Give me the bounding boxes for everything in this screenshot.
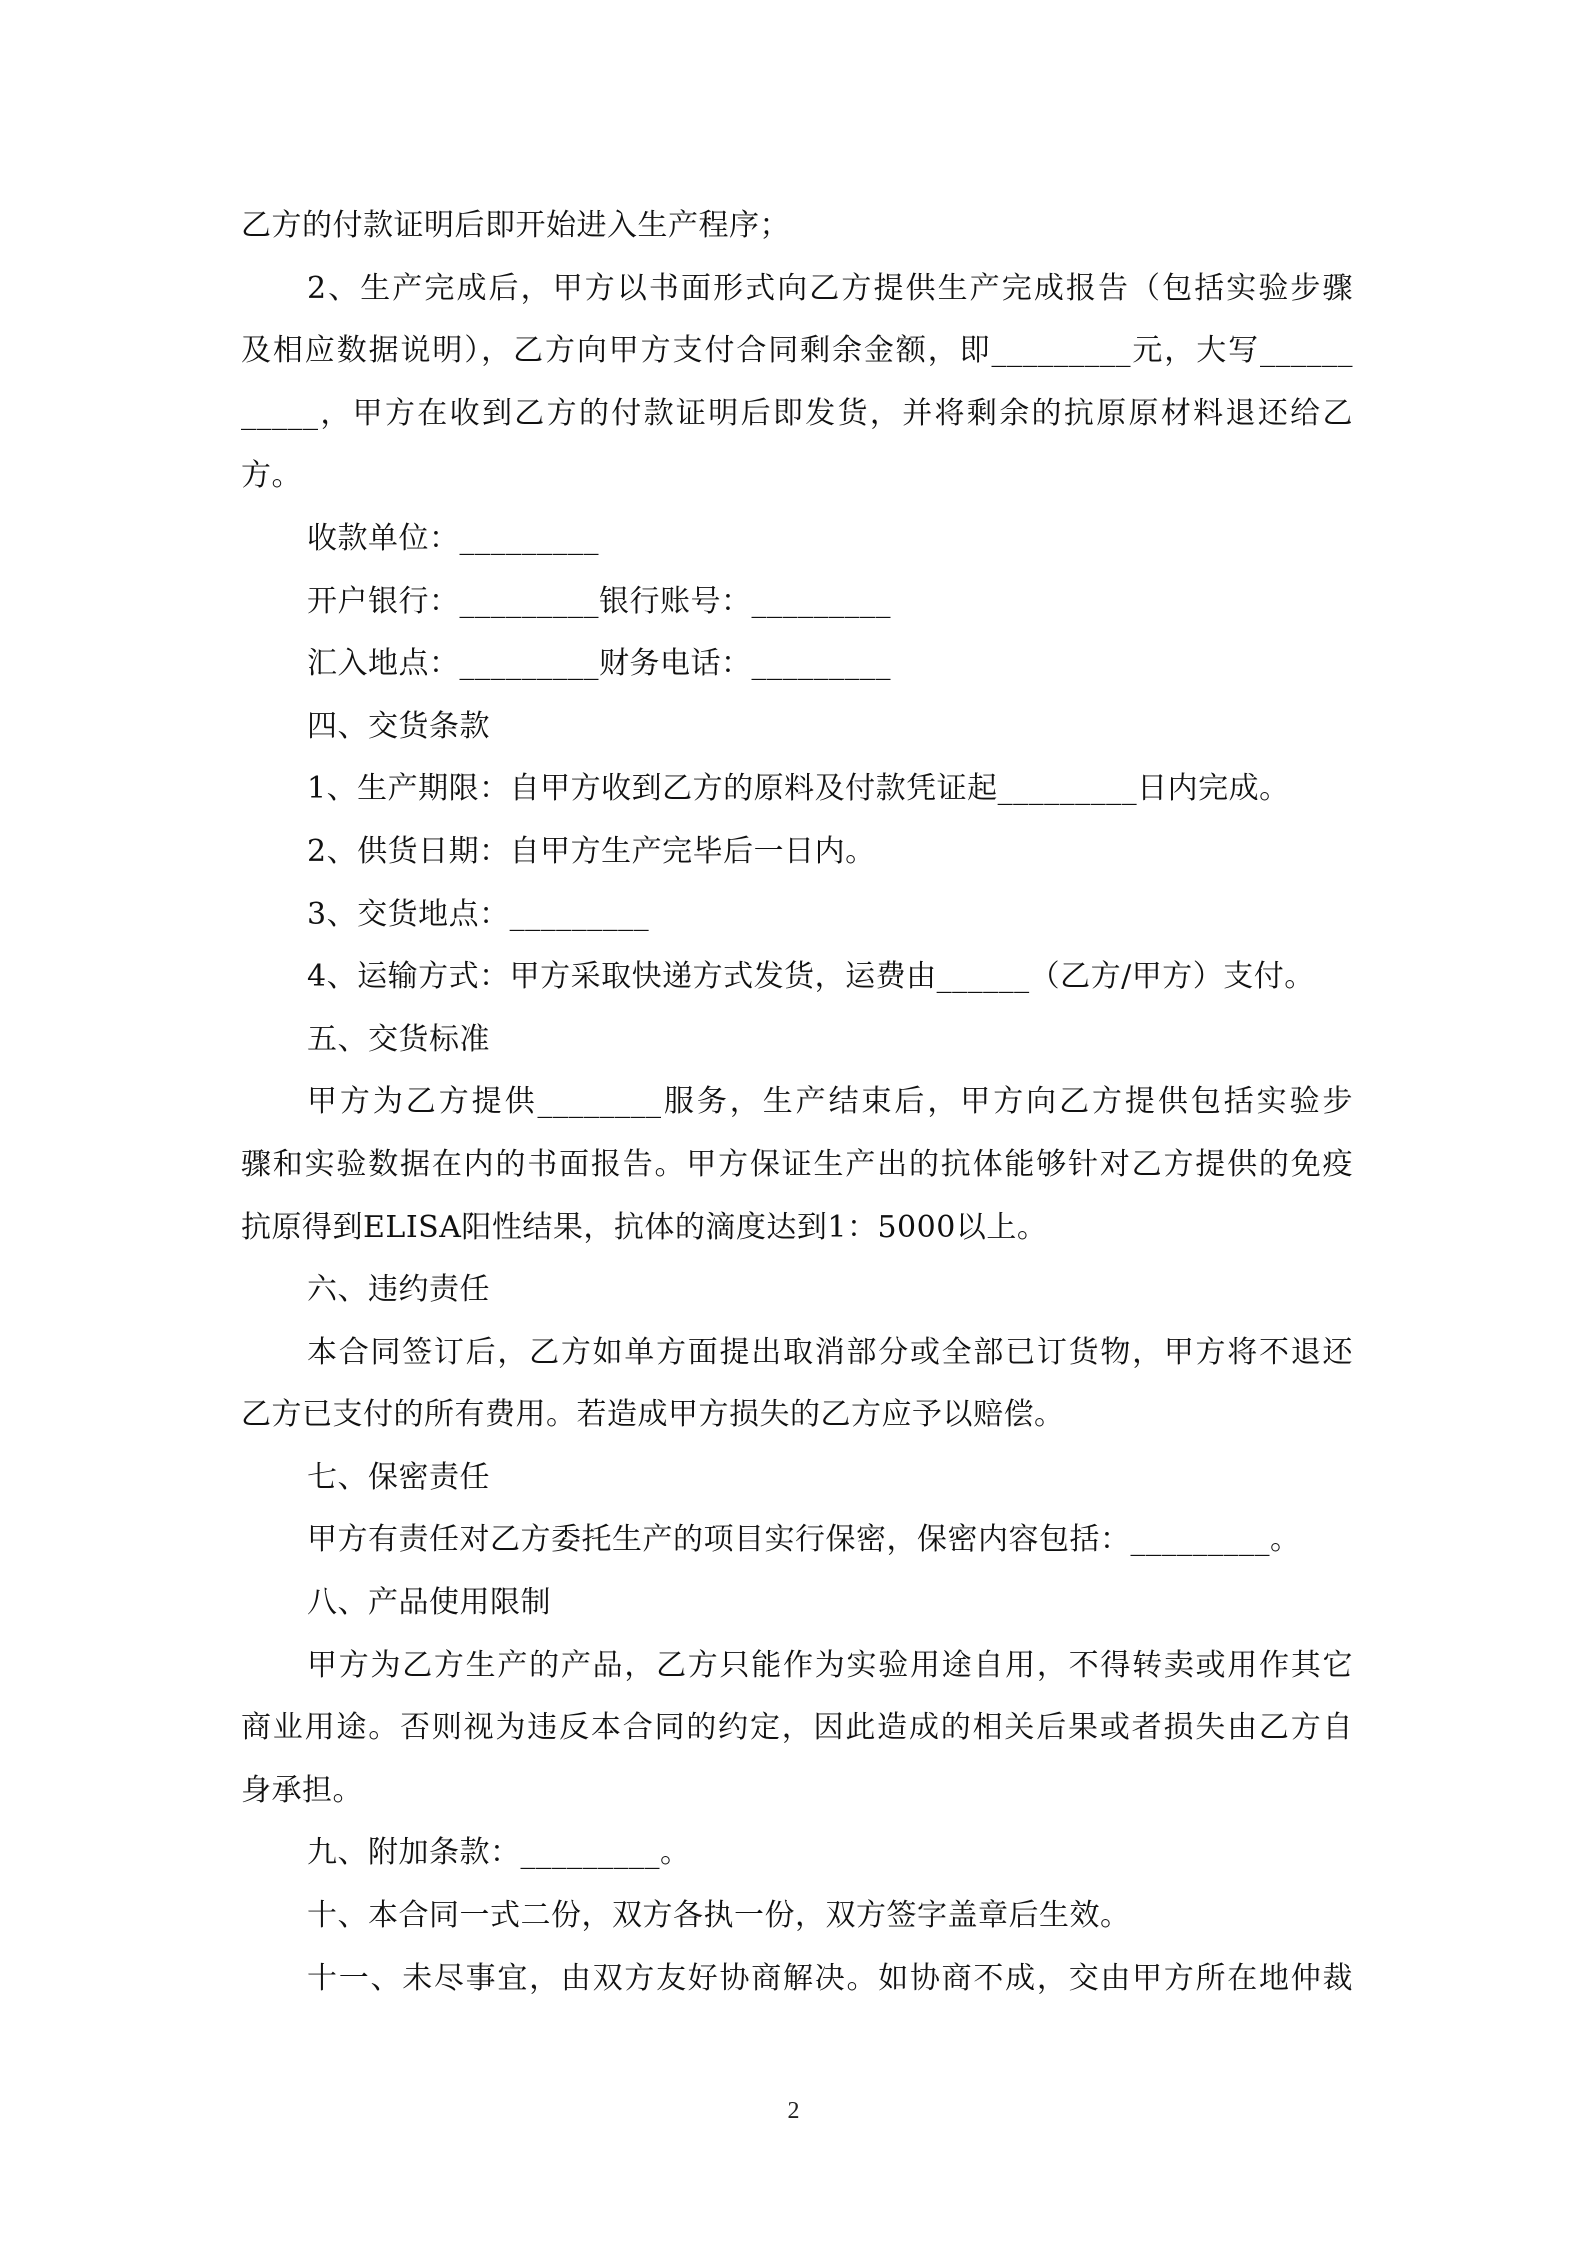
text-line: 身承担。	[241, 1772, 363, 1808]
text-line: 十、本合同一式二份，双方各执一份，双方签字盖章后生效。	[307, 1898, 1131, 1934]
text-line: 抗原得到ELISA阳性结果，抗体的滴度达到1：5000以上。	[241, 1209, 1048, 1245]
text-line: 开户银行：_________银行账号：_________	[307, 583, 891, 619]
text-line: _____，甲方在收到乙方的付款证明后即发货，并将剩余的抗原原材料退还给乙	[241, 395, 1353, 431]
text-line: 九、附加条款：_________。	[307, 1835, 691, 1871]
text-line: 乙方已支付的所有费用。若造成甲方损失的乙方应予以赔偿。	[241, 1397, 1065, 1433]
text-line: 4、运输方式：甲方采取快递方式发货，运费由______（乙方/甲方）支付。	[307, 959, 1315, 995]
text-line: 2、生产完成后，甲方以书面形式向乙方提供生产完成报告（包括实验步骤	[307, 270, 1353, 306]
text-line: 甲方为乙方生产的产品，乙方只能作为实验用途自用，不得转卖或用作其它	[307, 1647, 1353, 1683]
text-line: 八、产品使用限制	[307, 1585, 551, 1621]
text-line: 五、交货标准	[307, 1021, 490, 1057]
text-line: 本合同签订后，乙方如单方面提出取消部分或全部已订货物，甲方将不退还	[307, 1334, 1353, 1370]
text-line: 甲方有责任对乙方委托生产的项目实行保密，保密内容包括：_________。	[307, 1522, 1301, 1558]
text-line: 1、生产期限：自甲方收到乙方的原料及付款凭证起_________日内完成。	[307, 771, 1290, 807]
text-line: 汇入地点：_________财务电话：_________	[307, 646, 891, 682]
text-line: 十一、未尽事宜，由双方友好协商解决。如协商不成，交由甲方所在地仲裁	[307, 1960, 1353, 1996]
text-line: 七、保密责任	[307, 1459, 490, 1495]
text-line: 方。	[241, 458, 302, 494]
text-line: 六、违约责任	[307, 1272, 490, 1308]
text-line: 骤和实验数据在内的书面报告。甲方保证生产出的抗体能够针对乙方提供的免疫	[241, 1146, 1353, 1182]
text-line: 甲方为乙方提供________服务，生产结束后，甲方向乙方提供包括实验步	[307, 1084, 1353, 1120]
text-line: 四、交货条款	[307, 708, 490, 744]
text-line: 及相应数据说明），乙方向甲方支付合同剩余金额，即_________元，大写______	[241, 333, 1353, 369]
page-number: 2	[787, 2098, 800, 2124]
text-line: 收款单位：_________	[307, 520, 599, 556]
document-body	[241, 195, 1353, 2010]
text-line: 3、交货地点：_________	[307, 896, 650, 932]
text-line: 商业用途。否则视为违反本合同的约定，因此造成的相关后果或者损失由乙方自	[241, 1710, 1353, 1746]
text-line: 2、供货日期：自甲方生产完毕后一日内。	[307, 833, 876, 869]
text-line: 乙方的付款证明后即开始进入生产程序；	[241, 208, 790, 243]
